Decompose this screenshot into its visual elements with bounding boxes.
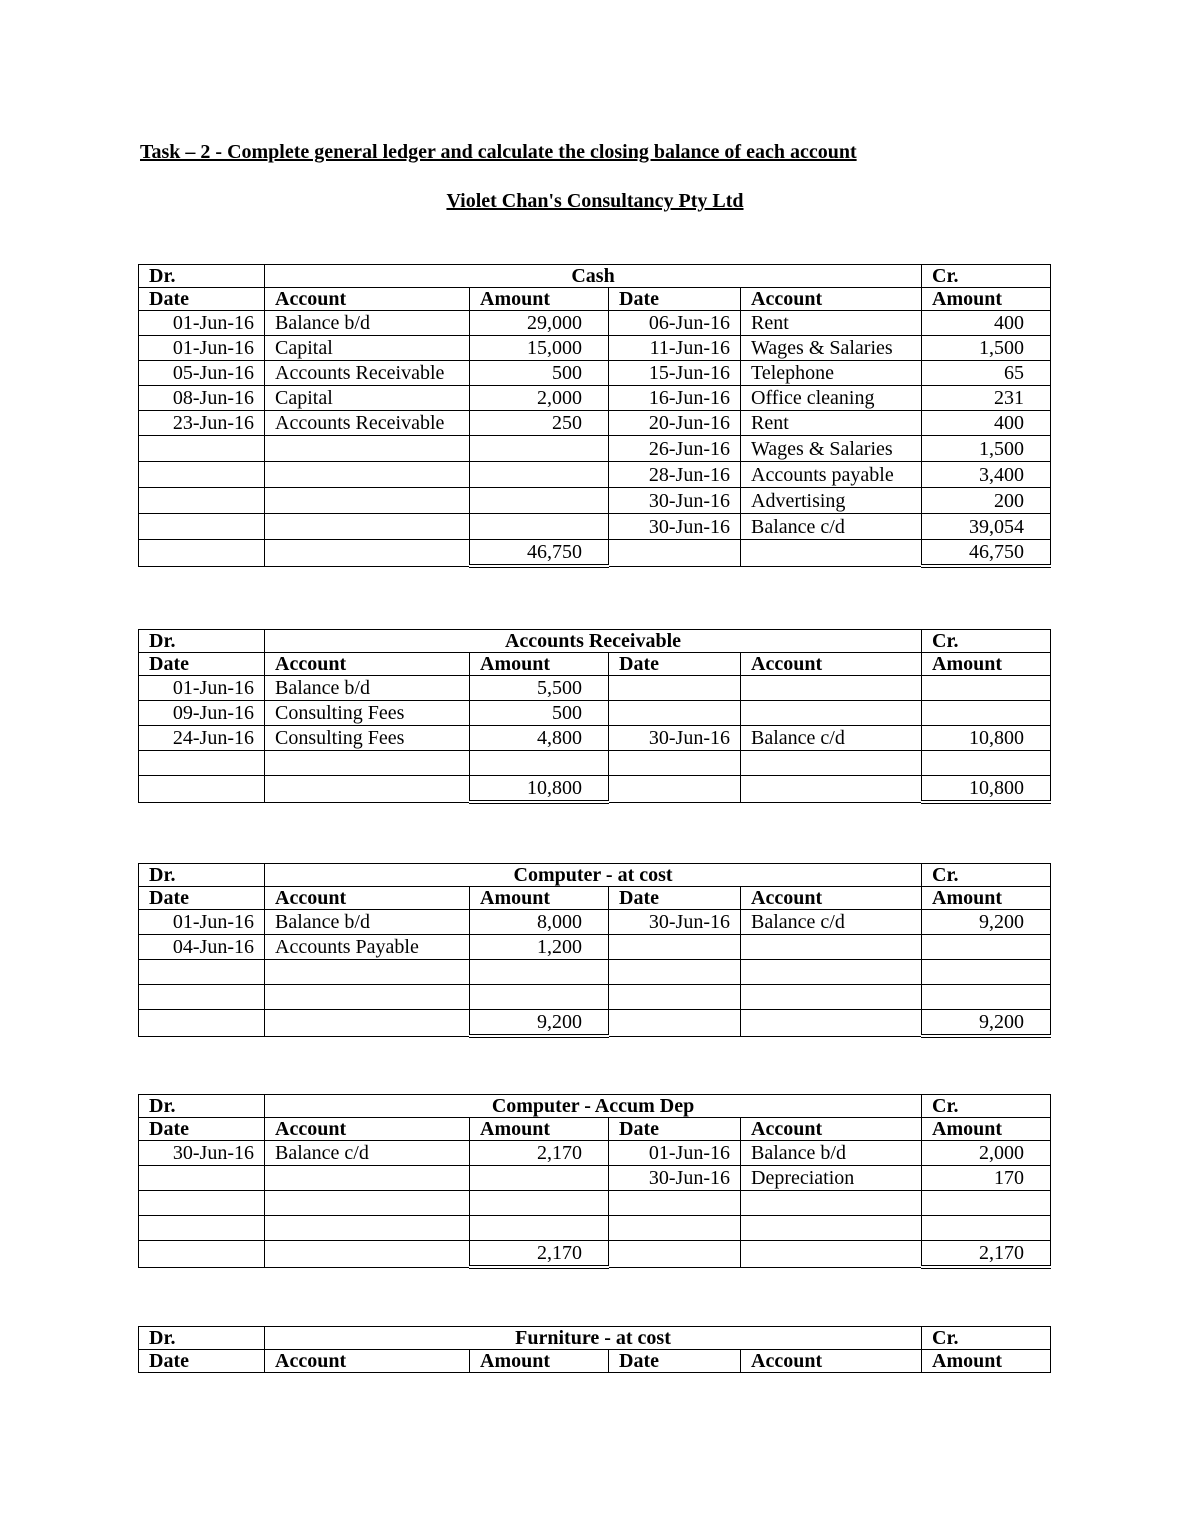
cr-account	[741, 1216, 922, 1241]
dr-total: 9,200	[470, 1010, 609, 1037]
table-row	[139, 960, 1051, 985]
dr-amount: 29,000	[470, 311, 609, 336]
cr-total: 2,170	[922, 1241, 1051, 1268]
dr-label: Dr.	[139, 864, 265, 887]
ledger-cash	[138, 264, 1051, 568]
header-date: Date	[139, 1350, 265, 1373]
cr-account	[741, 935, 922, 960]
header-amount: Amount	[922, 653, 1051, 676]
table-row	[139, 336, 1051, 361]
dr-date: 01-Jun-16	[139, 336, 265, 361]
cr-amount	[922, 935, 1051, 960]
dr-date: 08-Jun-16	[139, 386, 265, 411]
ledger-name: Furniture - at cost	[265, 1327, 922, 1350]
table-row	[139, 361, 1051, 386]
cr-amount: 400	[922, 311, 1051, 336]
table-row	[139, 701, 1051, 726]
dr-date: 05-Jun-16	[139, 361, 265, 386]
table-row	[139, 1141, 1051, 1166]
ledger-name: Accounts Receivable	[265, 630, 922, 653]
cr-amount: 39,054	[922, 514, 1051, 540]
cr-date: 01-Jun-16	[609, 1141, 741, 1166]
empty-cell	[265, 540, 470, 567]
cr-amount: 170	[922, 1166, 1051, 1191]
dr-account	[265, 462, 470, 488]
dr-label: Dr.	[139, 265, 265, 288]
cr-account: Accounts payable	[741, 462, 922, 488]
cr-amount: 400	[922, 411, 1051, 436]
dr-date	[139, 751, 265, 776]
cr-date: 30-Jun-16	[609, 1166, 741, 1191]
cr-account	[741, 751, 922, 776]
cr-account: Balance c/d	[741, 726, 922, 751]
cr-date: 15-Jun-16	[609, 361, 741, 386]
column-header-row	[139, 1118, 1051, 1141]
dr-account: Accounts Receivable	[265, 411, 470, 436]
cr-amount	[922, 960, 1051, 985]
dr-amount	[470, 436, 609, 462]
dr-total: 46,750	[470, 540, 609, 567]
empty-cell	[139, 776, 265, 803]
cr-amount	[922, 701, 1051, 726]
cr-account: Rent	[741, 411, 922, 436]
dr-amount	[470, 1191, 609, 1216]
empty-cell	[741, 1241, 922, 1268]
dr-date	[139, 1216, 265, 1241]
ledger-name: Cash	[265, 265, 922, 288]
dr-account	[265, 751, 470, 776]
empty-cell	[741, 540, 922, 567]
header-amount: Amount	[470, 653, 609, 676]
empty-cell	[741, 776, 922, 803]
cr-amount: 3,400	[922, 462, 1051, 488]
dr-date: 01-Jun-16	[139, 311, 265, 336]
cr-date: 16-Jun-16	[609, 386, 741, 411]
ledger-computer-accum-dep	[138, 1094, 1051, 1269]
cr-account	[741, 676, 922, 701]
dr-account: Capital	[265, 386, 470, 411]
header-amount: Amount	[922, 1118, 1051, 1141]
cr-date	[609, 960, 741, 985]
dr-account	[265, 960, 470, 985]
cr-label: Cr.	[922, 265, 1051, 288]
header-account: Account	[741, 653, 922, 676]
dr-date	[139, 488, 265, 514]
table-row	[139, 311, 1051, 336]
table-row	[139, 514, 1051, 540]
empty-cell	[265, 1010, 470, 1037]
table-row	[139, 386, 1051, 411]
cr-date	[609, 676, 741, 701]
dr-account: Consulting Fees	[265, 726, 470, 751]
cr-account: Wages & Salaries	[741, 436, 922, 462]
cr-date: 20-Jun-16	[609, 411, 741, 436]
cr-amount: 65	[922, 361, 1051, 386]
cr-amount: 231	[922, 386, 1051, 411]
cr-account	[741, 701, 922, 726]
cr-account: Wages & Salaries	[741, 336, 922, 361]
ledger-name: Computer - at cost	[265, 864, 922, 887]
header-account: Account	[741, 1350, 922, 1373]
cr-amount: 1,500	[922, 336, 1051, 361]
dr-label: Dr.	[139, 1095, 265, 1118]
dr-amount	[470, 1166, 609, 1191]
dr-account: Consulting Fees	[265, 701, 470, 726]
cr-date: 06-Jun-16	[609, 311, 741, 336]
dr-account: Capital	[265, 336, 470, 361]
header-amount: Amount	[470, 887, 609, 910]
header-account: Account	[265, 1350, 470, 1373]
cr-date	[609, 751, 741, 776]
dr-date	[139, 514, 265, 540]
cr-amount	[922, 1216, 1051, 1241]
header-date: Date	[609, 653, 741, 676]
header-amount: Amount	[470, 1118, 609, 1141]
ledger-furniture-at-cost	[138, 1326, 1051, 1373]
dr-account	[265, 514, 470, 540]
cr-amount	[922, 751, 1051, 776]
dr-amount: 500	[470, 701, 609, 726]
dr-total: 2,170	[470, 1241, 609, 1268]
dr-amount: 4,800	[470, 726, 609, 751]
ledger-title-row	[139, 864, 1051, 887]
dr-amount: 15,000	[470, 336, 609, 361]
header-date: Date	[139, 653, 265, 676]
empty-cell	[139, 540, 265, 567]
header-account: Account	[265, 653, 470, 676]
cr-date: 30-Jun-16	[609, 726, 741, 751]
dr-account	[265, 1191, 470, 1216]
header-date: Date	[139, 1118, 265, 1141]
dr-date	[139, 960, 265, 985]
cr-account: Rent	[741, 311, 922, 336]
empty-cell	[609, 776, 741, 803]
cr-date	[609, 985, 741, 1010]
empty-cell	[265, 1241, 470, 1268]
dr-account: Accounts Payable	[265, 935, 470, 960]
dr-account	[265, 1216, 470, 1241]
cr-date: 26-Jun-16	[609, 436, 741, 462]
dr-account	[265, 985, 470, 1010]
dr-date: 30-Jun-16	[139, 1141, 265, 1166]
cr-account	[741, 960, 922, 985]
header-amount: Amount	[922, 1350, 1051, 1373]
table-row	[139, 935, 1051, 960]
column-header-row	[139, 288, 1051, 311]
dr-amount	[470, 488, 609, 514]
cr-date: 11-Jun-16	[609, 336, 741, 361]
dr-amount	[470, 514, 609, 540]
cr-date	[609, 701, 741, 726]
empty-cell	[741, 1010, 922, 1037]
ledger-title-row	[139, 1327, 1051, 1350]
cr-amount	[922, 985, 1051, 1010]
header-date: Date	[609, 887, 741, 910]
dr-amount: 500	[470, 361, 609, 386]
dr-amount	[470, 1216, 609, 1241]
dr-amount	[470, 462, 609, 488]
table-row	[139, 436, 1051, 462]
totals-row	[139, 540, 1051, 567]
cr-amount	[922, 1191, 1051, 1216]
table-row	[139, 462, 1051, 488]
dr-date: 24-Jun-16	[139, 726, 265, 751]
cr-label: Cr.	[922, 864, 1051, 887]
table-row	[139, 751, 1051, 776]
dr-date: 04-Jun-16	[139, 935, 265, 960]
header-date: Date	[139, 887, 265, 910]
cr-date: 28-Jun-16	[609, 462, 741, 488]
dr-account: Balance b/d	[265, 676, 470, 701]
header-account: Account	[741, 1118, 922, 1141]
dr-amount	[470, 751, 609, 776]
ledger-title-row	[139, 1095, 1051, 1118]
header-account: Account	[741, 887, 922, 910]
empty-cell	[265, 776, 470, 803]
cr-date	[609, 935, 741, 960]
cr-account	[741, 1191, 922, 1216]
table-row	[139, 985, 1051, 1010]
dr-date: 01-Jun-16	[139, 910, 265, 935]
dr-date	[139, 1191, 265, 1216]
cr-total: 9,200	[922, 1010, 1051, 1037]
totals-row	[139, 1241, 1051, 1268]
cr-amount: 2,000	[922, 1141, 1051, 1166]
cr-account: Telephone	[741, 361, 922, 386]
cr-account: Balance b/d	[741, 1141, 922, 1166]
dr-date: 09-Jun-16	[139, 701, 265, 726]
ledger-computer-at-cost	[138, 863, 1051, 1038]
ledger-name: Computer - Accum Dep	[265, 1095, 922, 1118]
cr-amount: 200	[922, 488, 1051, 514]
dr-date	[139, 436, 265, 462]
totals-row	[139, 1010, 1051, 1037]
cr-date	[609, 1191, 741, 1216]
column-header-row	[139, 887, 1051, 910]
table-row	[139, 676, 1051, 701]
table-row	[139, 726, 1051, 751]
dr-amount: 5,500	[470, 676, 609, 701]
empty-cell	[609, 1241, 741, 1268]
dr-date	[139, 1166, 265, 1191]
header-amount: Amount	[922, 887, 1051, 910]
dr-account: Balance b/d	[265, 311, 470, 336]
task-heading: Task – 2 - Complete general ledger and calculate the closing balance of each account	[140, 141, 857, 163]
dr-account	[265, 488, 470, 514]
dr-date: 01-Jun-16	[139, 676, 265, 701]
dr-account: Balance b/d	[265, 910, 470, 935]
cr-amount: 10,800	[922, 726, 1051, 751]
cr-account: Depreciation	[741, 1166, 922, 1191]
dr-amount: 1,200	[470, 935, 609, 960]
header-amount: Amount	[922, 288, 1051, 311]
header-account: Account	[265, 1118, 470, 1141]
empty-cell	[609, 540, 741, 567]
cr-amount: 1,500	[922, 436, 1051, 462]
header-amount: Amount	[470, 1350, 609, 1373]
dr-amount: 8,000	[470, 910, 609, 935]
header-amount: Amount	[470, 288, 609, 311]
header-date: Date	[609, 1350, 741, 1373]
cr-account: Balance c/d	[741, 910, 922, 935]
dr-amount: 2,000	[470, 386, 609, 411]
dr-amount	[470, 985, 609, 1010]
header-account: Account	[265, 288, 470, 311]
column-header-row	[139, 1350, 1051, 1373]
dr-amount: 2,170	[470, 1141, 609, 1166]
dr-amount: 250	[470, 411, 609, 436]
cr-account	[741, 985, 922, 1010]
empty-cell	[139, 1010, 265, 1037]
dr-total: 10,800	[470, 776, 609, 803]
ledger-title-row	[139, 265, 1051, 288]
cr-amount: 9,200	[922, 910, 1051, 935]
table-row	[139, 1191, 1051, 1216]
header-date: Date	[609, 288, 741, 311]
dr-account	[265, 436, 470, 462]
dr-date: 23-Jun-16	[139, 411, 265, 436]
cr-label: Cr.	[922, 1095, 1051, 1118]
cr-total: 10,800	[922, 776, 1051, 803]
dr-account	[265, 1166, 470, 1191]
header-date: Date	[609, 1118, 741, 1141]
dr-amount	[470, 960, 609, 985]
cr-date	[609, 1216, 741, 1241]
column-header-row	[139, 653, 1051, 676]
cr-total: 46,750	[922, 540, 1051, 567]
cr-account: Advertising	[741, 488, 922, 514]
table-row	[139, 411, 1051, 436]
header-account: Account	[741, 288, 922, 311]
dr-label: Dr.	[139, 630, 265, 653]
totals-row	[139, 776, 1051, 803]
table-row	[139, 488, 1051, 514]
header-date: Date	[139, 288, 265, 311]
dr-account: Accounts Receivable	[265, 361, 470, 386]
empty-cell	[609, 1010, 741, 1037]
cr-date: 30-Jun-16	[609, 910, 741, 935]
dr-label: Dr.	[139, 1327, 265, 1350]
empty-cell	[139, 1241, 265, 1268]
cr-account: Office cleaning	[741, 386, 922, 411]
cr-amount	[922, 676, 1051, 701]
dr-date	[139, 462, 265, 488]
table-row	[139, 910, 1051, 935]
company-name: Violet Chan's Consultancy Pty Ltd	[446, 190, 744, 212]
dr-account: Balance c/d	[265, 1141, 470, 1166]
cr-date: 30-Jun-16	[609, 488, 741, 514]
cr-account: Balance c/d	[741, 514, 922, 540]
header-account: Account	[265, 887, 470, 910]
cr-label: Cr.	[922, 1327, 1051, 1350]
ledger-accounts-receivable	[138, 629, 1051, 804]
ledger-title-row	[139, 630, 1051, 653]
dr-date	[139, 985, 265, 1010]
table-row	[139, 1216, 1051, 1241]
table-row	[139, 1166, 1051, 1191]
cr-date: 30-Jun-16	[609, 514, 741, 540]
cr-label: Cr.	[922, 630, 1051, 653]
